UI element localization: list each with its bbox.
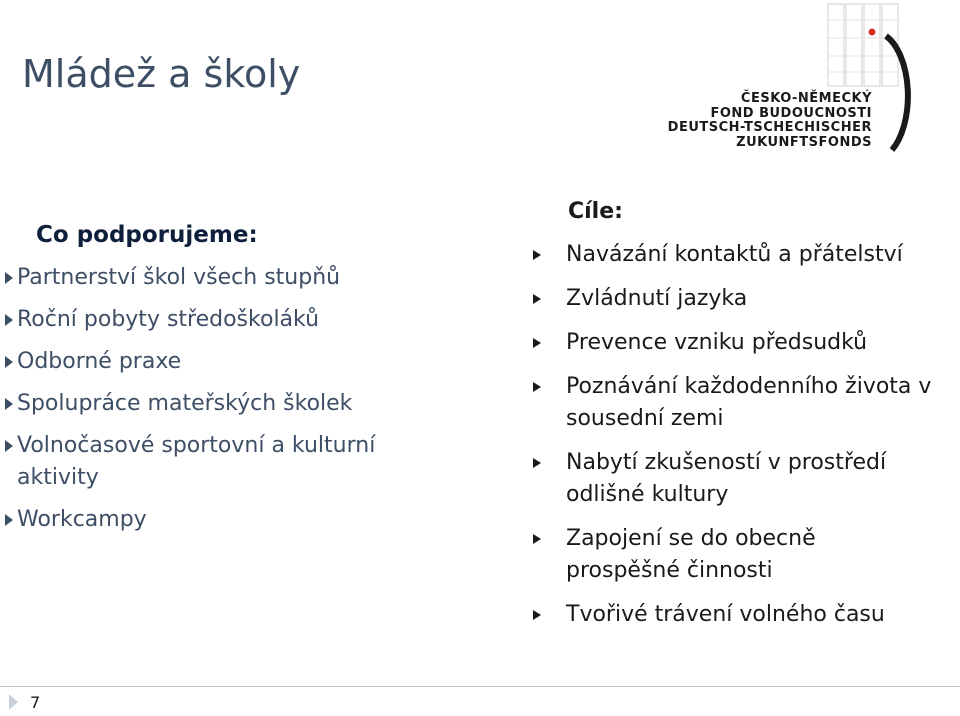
slide-title: Mládež a školy	[22, 52, 301, 96]
logo-text	[668, 92, 872, 150]
support-item: Roční pobyty středoškoláků	[4, 304, 444, 336]
support-item	[4, 430, 444, 494]
goal-item: Navázání kontaktů a přátelství	[533, 239, 960, 271]
goal-item: Poznávání každodenního života v sousední zemi	[533, 371, 960, 435]
page-number: 7	[30, 693, 41, 712]
logo-line-1: ČESKO-NĚMECKÝ	[740, 91, 872, 106]
right-heading: Cíle:	[568, 199, 623, 224]
logo-line-2: FOND BUDOUCNOSTI	[710, 105, 872, 121]
goal-item: Zapojení se do obecně prospěšné činnosti	[533, 523, 960, 587]
logo-line-4: ZUKUNFTSFONDS	[736, 134, 872, 150]
support-item: Partnerství škol všech stupňů	[4, 262, 444, 294]
goals-list	[533, 239, 960, 643]
footer-arrow-icon	[9, 694, 18, 710]
goal-item: Nabytí zkušeností v prostředí odlišné kultury	[533, 447, 960, 511]
support-item-text: Volnočasové sportovní a kulturní aktivity	[17, 433, 376, 490]
support-list	[4, 262, 444, 546]
logo-line-3: DEUTSCH-TSCHECHISCHER	[667, 120, 872, 135]
goal-item: Prevence vzniku předsudků	[533, 327, 960, 359]
goal-item: Tvořivé trávení volného času	[533, 599, 960, 631]
goal-item: Zvládnutí jazyka	[533, 283, 960, 315]
support-item: Odborné praxe	[4, 346, 444, 378]
organization-logo	[667, 0, 960, 160]
footer-divider	[0, 686, 960, 687]
logo-red-dot	[869, 29, 876, 36]
support-item: Workcampy	[4, 504, 444, 536]
left-heading: Co podporujeme:	[36, 222, 258, 248]
support-item: Spolupráce mateřských školek	[4, 388, 444, 420]
